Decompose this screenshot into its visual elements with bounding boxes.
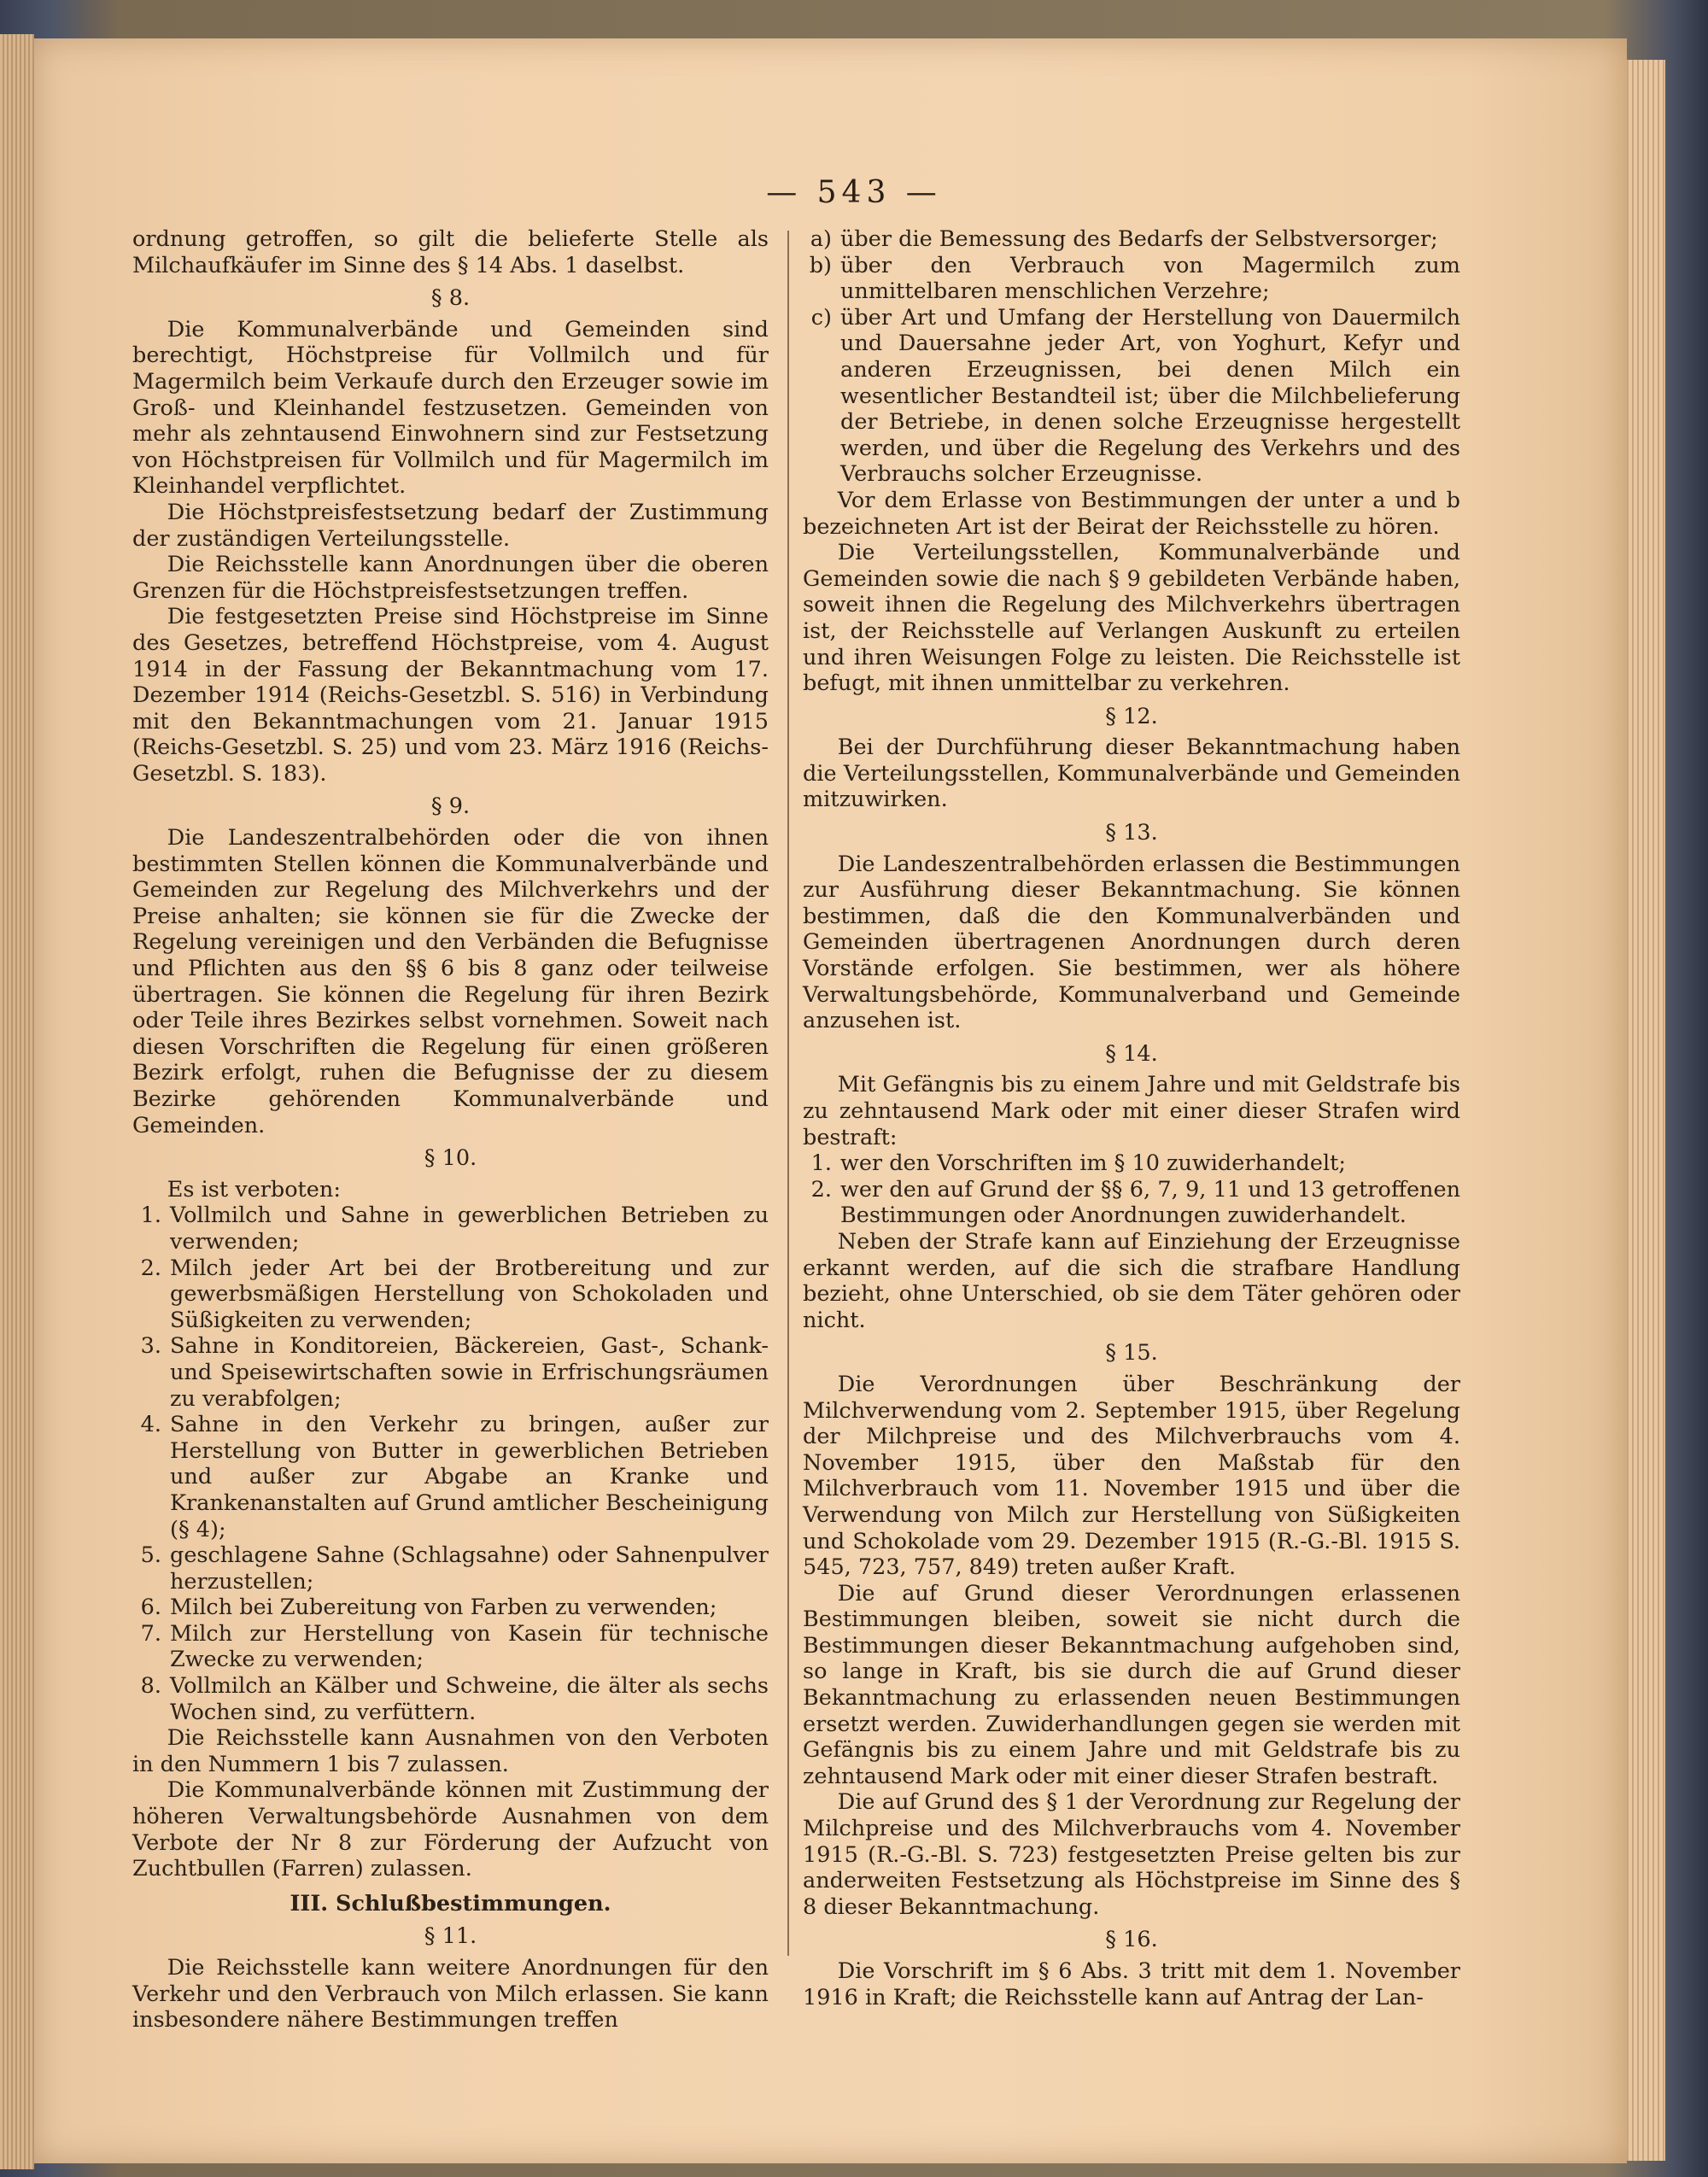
section-heading: § 14. — [1105, 1040, 1158, 1067]
section-heading: § 11. — [424, 1923, 477, 1950]
paragraph: Die Reichsstelle kann weitere Anordnungen für den Verkehr und den Verbrauch von Milch erlassen. Sie kann insbesondere nähere Bestimmungen treffen — [132, 1955, 769, 2034]
column-divider — [787, 231, 789, 1956]
section-heading: § 15. — [1105, 1340, 1158, 1366]
list-item: 2. Milch jeder Art bei der Brotbereitung und zur gewerbsmäßigen Herstellung von Schokoladen und Süßigkeiten zu verwenden; — [140, 1255, 769, 1333]
section-heading: § 12. — [1105, 703, 1158, 729]
right-column — [803, 226, 1460, 2010]
prohibition-list — [132, 1203, 769, 1725]
paragraph: Mit Gefängnis bis zu einem Jahre und mit Geldstrafe bis zu zehntausend Mark oder mit einer dieser Strafen wird bestraft: — [803, 1072, 1460, 1150]
section-heading: § 9. — [430, 793, 471, 820]
section-heading: § 10. — [424, 1145, 477, 1172]
list-item: 4. Sahne in den Verkehr zu bringen, außer zur Herstellung von Butter in gewerblichen Betrieben und außer zur Abgabe an Kranke und Krankenanstalten auf Grund amtlicher Bescheinigung (§ 4); — [140, 1412, 769, 1542]
page-number: — 543 — — [766, 175, 942, 210]
list-item: 7. Milch zur Herstellung von Kasein für technische Zwecke zu verwenden; — [140, 1620, 769, 1673]
list-item: 1. wer den Vorschriften im § 10 zuwiderhandelt; — [810, 1150, 1346, 1177]
paragraph: Die Reichsstelle kann Anordnungen über die oberen Grenzen für die Höchstpreisfestsetzungen treffen. — [132, 552, 769, 604]
paragraph: Die Landeszentralbehörden erlassen die Bestimmungen zur Ausführung dieser Bekanntmachung. Sie können bestimmen, daß die den Kommunalverbänden und Gemeinden übertragenen Anordnungen durch deren Vorstände erfolgen. Sie bestimmen, wer als höhere Verwaltungsbehörde, Kommunalverband und Gemeinde anzusehen ist. — [803, 851, 1460, 1034]
paragraph: Neben der Strafe kann auf Einziehung der Erzeugnisse erkannt werden, auf die sich die strafbare Handlung bezieht, ohne Unterschied, ob sie dem Täter gehören oder nicht. — [803, 1228, 1460, 1333]
list-item: c) über Art und Umfang der Herstellung von Dauermilch und Dauersahne jeder Art, von Yoghurt, Kefyr und anderen Erzeugnissen, bei denen Milch ein wesentlicher Bestandteil ist; über die Milchbelieferung der Betriebe, in denen solche Erzeugnisse hergestellt werden, und über die Regelung des Verkehrs und des Verbrauchs solcher Erzeugnisse. — [810, 304, 1460, 488]
list-item: 8. Vollmilch an Kälber und Schweine, die älter als sechs Wochen sind, zu verfüttern. — [140, 1673, 769, 1725]
lettered-list — [803, 226, 1460, 488]
paragraph: Die Vorschrift im § 6 Abs. 3 tritt mit dem 1. November 1916 in Kraft; die Reichsstelle kann auf Antrag der Lan- — [803, 1958, 1460, 2010]
paragraph: Die Verteilungsstellen, Kommunalverbände und Gemeinden sowie die nach § 9 gebildeten Verbände haben, soweit ihnen die Regelung des Milchverkehrs übertragen ist, der Reichsstelle auf Verlangen Auskunft zu erteilen und ihren Weisungen Folge zu leisten. Die Reichsstelle ist befugt, mit ihnen unmittelbar zu verkehren. — [803, 540, 1460, 697]
paragraph: Die Kommunalverbände und Gemeinden sind berechtigt, Höchstpreise für Vollmilch und für Magermilch beim Verkaufe durch den Erzeuger sowie im Groß- und Kleinhandel festzusetzen. Gemeinden von mehr als zehntausend Einwohnern sind zur Festsetzung von Höchstpreisen für Vollmilch und für Magermilch im Kleinhandel verpflichtet. — [132, 316, 769, 500]
section-heading: § 8. — [430, 285, 471, 312]
paragraph: Die Höchstpreisfestsetzung bedarf der Zustimmung der zuständigen Verteilungsstelle. — [132, 499, 769, 552]
paragraph: Es ist verboten: — [167, 1176, 341, 1203]
list-item: 6. Milch bei Zubereitung von Farben zu verwenden; — [140, 1595, 717, 1621]
left-column — [132, 226, 769, 2034]
penalty-list — [803, 1150, 1460, 1229]
paragraph: Die Reichsstelle kann Ausnahmen von den Verboten in den Nummern 1 bis 7 zulassen. — [132, 1725, 769, 1777]
list-item: a) über die Bemessung des Bedarfs der Selbstversorger; — [810, 226, 1438, 252]
paragraph: Die festgesetzten Preise sind Höchstpreise im Sinne des Gesetzes, betreffend Höchstpreise, vom 4. August 1914 in der Fassung der Bekanntmachung vom 17. Dezember 1914 (Reichs-Gesetzbl. S. 516) in Verbindung mit den Bekanntmachungen vom 21. Januar 1915 (Reichs-Gesetzbl. S. 25) und vom 23. März 1916 (Reichs-Gesetzbl. S. 183). — [132, 604, 769, 787]
paragraph: Die Landeszentralbehörden oder die von ihnen bestimmten Stellen können die Kommunalverbände und Gemeinden zur Regelung des Milchverkehrs und der Preise anhalten; sie können sie für die Zwecke der Regelung vereinigen und den Verbänden die Befugnisse und Pflichten aus den §§ 6 bis 8 ganz oder teilweise übertragen. Sie können die Regelung für ihren Bezirk oder Teile ihres Bezirkes selbst vornehmen. Soweit nach diesen Vorschriften die Regelung für einen größeren Bezirk erfolgt, ruhen die Befugnisse der zu diesem Bezirke gehörenden Kommunalverbände und Gemeinden. — [132, 825, 769, 1138]
list-item: 3. Sahne in Konditoreien, Bäckereien, Gast-, Schank- und Speisewirtschaften sowie in Erfrischungsräumen zu verabfolgen; — [140, 1333, 769, 1412]
section-heading: § 13. — [1105, 820, 1158, 846]
paragraph: Die auf Grund des § 1 der Verordnung zur Regelung der Milchpreise und des Milchverbrauchs vom 4. November 1915 (R.-G.-Bl. S. 723) festgesetzten Preise gelten bis zur anderweiten Festsetzung als Höchstpreise im Sinne des § 8 dieser Bekanntmachung. — [803, 1789, 1460, 1920]
list-item: 1. Vollmilch und Sahne in gewerblichen Betrieben zu verwenden; — [140, 1203, 769, 1255]
list-item: 2. wer den auf Grund der §§ 6, 7, 9, 11 und 13 getroffenen Bestimmungen oder Anordnungen zuwiderhandelt. — [810, 1176, 1460, 1229]
paragraph: Die Kommunalverbände können mit Zustimmung der höheren Verwaltungsbehörde Ausnahmen von dem Verbote der Nr 8 zur Förderung der Aufzucht von Zuchtbullen (Farren) zulassen. — [132, 1777, 769, 1882]
part-heading: III. Schlußbestimmungen. — [290, 1890, 611, 1917]
list-item: 5. geschlagene Sahne (Schlagsahne) oder Sahnenpulver herzustellen; — [140, 1542, 769, 1595]
section-heading: § 16. — [1105, 1927, 1158, 1953]
list-item: b) über den Verbrauch von Magermilch zum unmittelbaren menschlichen Verzehre; — [809, 252, 1460, 305]
paragraph: Die auf Grund dieser Verordnungen erlassenen Bestimmungen bleiben, soweit sie nicht durch die Bestimmungen dieser Bekanntmachung aufgehoben sind, so lange in Kraft, bis sie durch die auf Grund dieser Bekanntmachung zu erlassenden neuen Bestimmungen ersetzt werden. Zuwiderhandlungen gegen sie werden mit Gefängnis bis zu einem Jahre und mit Geldstrafe bis zu zehntausend Mark oder mit einer dieser Strafen bestraft. — [803, 1580, 1460, 1789]
left-page-edges — [0, 34, 34, 2169]
paragraph: Vor dem Erlasse von Bestimmungen der unter a und b bezeichneten Art ist der Beirat der Reichsstelle zu hören. — [803, 487, 1460, 540]
paragraph: Die Verordnungen über Beschränkung der Milchverwendung vom 2. September 1915, über Regelung der Milchpreise und des Milchverbrauchs vom 4. November 1915, über den Maßstab für den Milchverbrauch vom 11. November 1915 und über die Verwendung von Milch zur Herstellung von Süßigkeiten und Schokolade vom 29. Dezember 1915 (R.-G.-Bl. 1915 S. 545, 723, 757, 849) treten außer Kraft. — [803, 1371, 1460, 1581]
paragraph: Bei der Durchführung dieser Bekanntmachung haben die Verteilungsstellen, Kommunalverbände und Gemeinden mitzuwirken. — [803, 734, 1460, 813]
paragraph: ordnung getroffen, so gilt die belieferte Stelle als Milchaufkäufer im Sinne des § 14 Abs. 1 daselbst. — [132, 226, 769, 278]
